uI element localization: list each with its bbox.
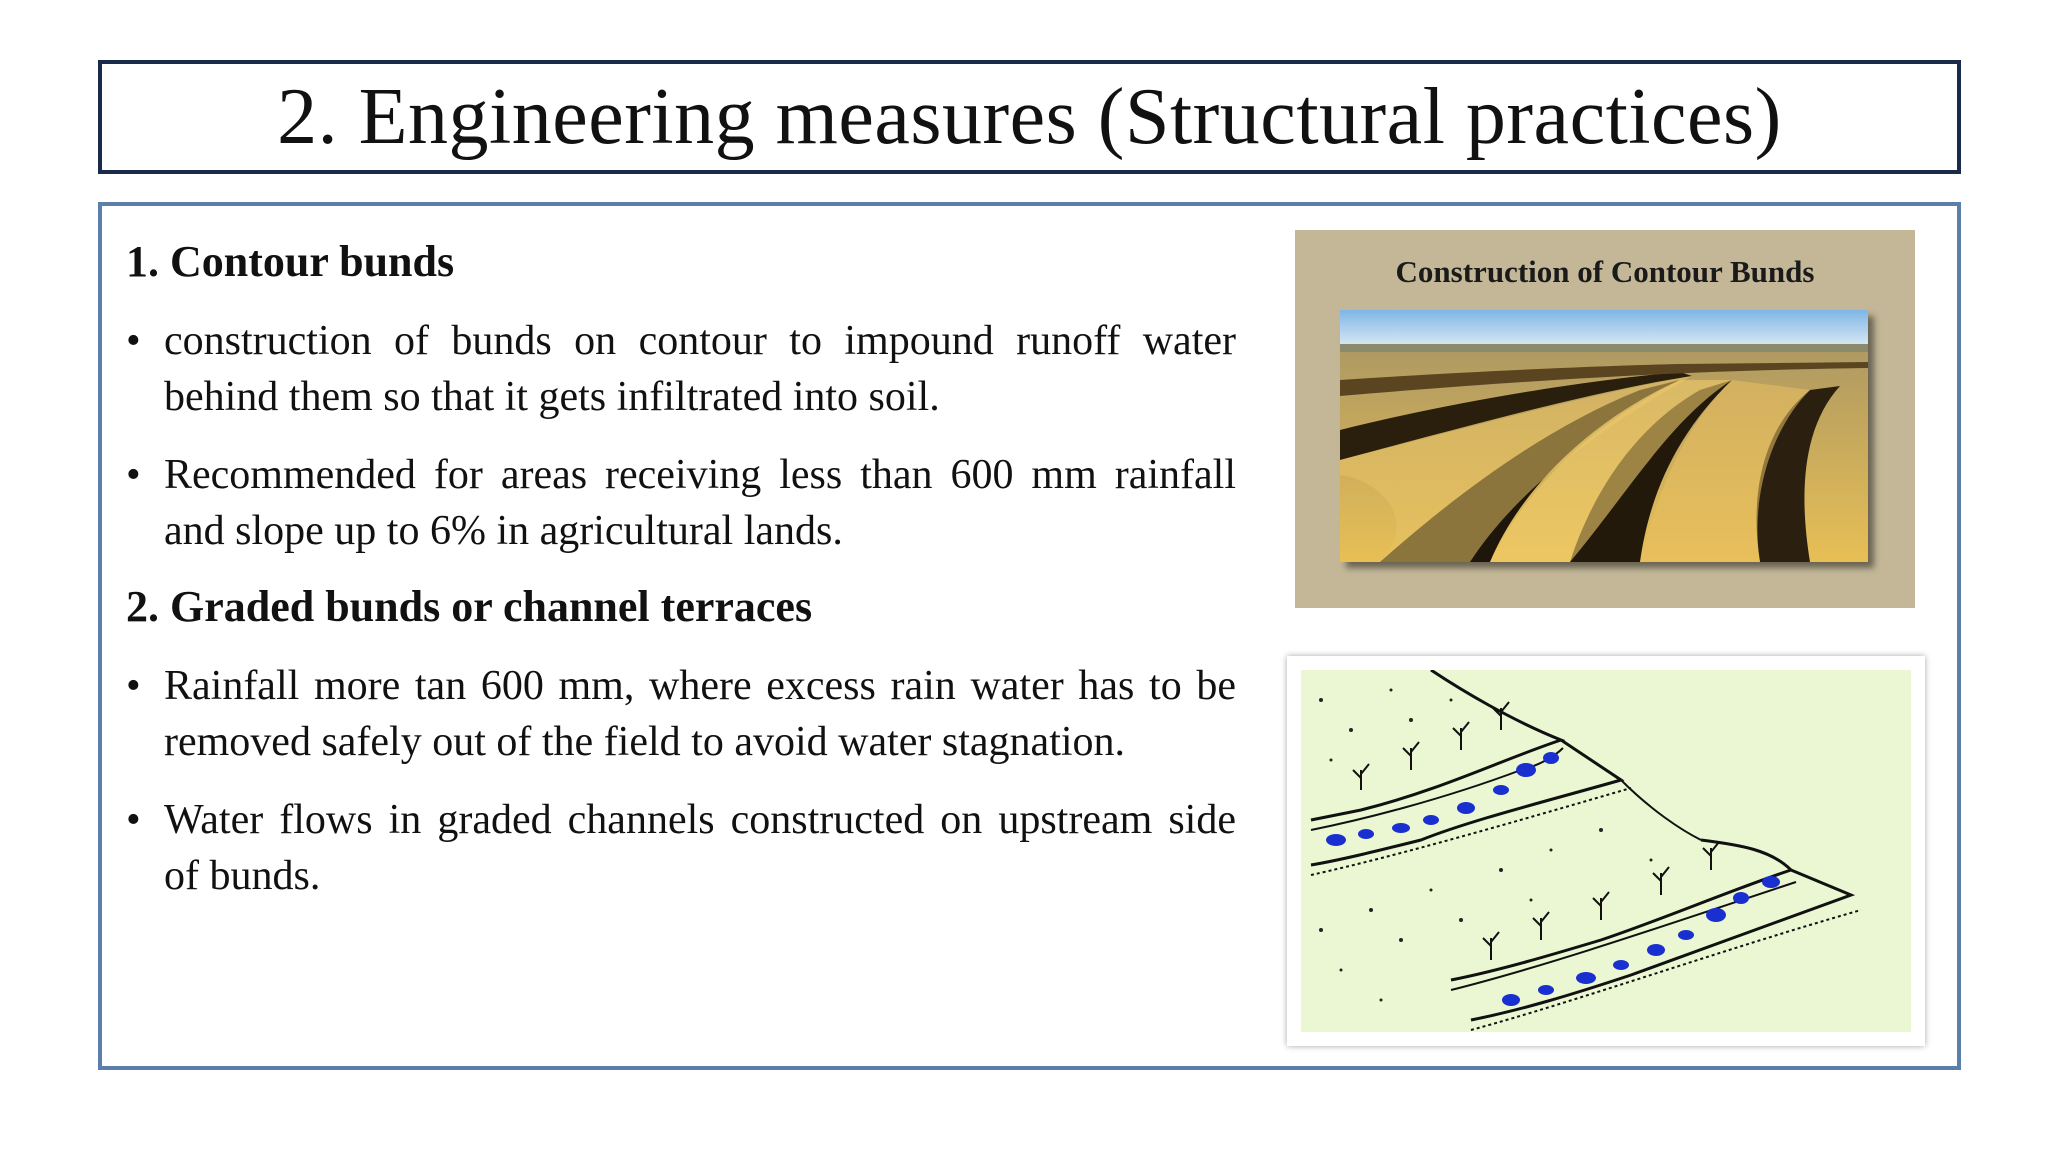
text-column <box>126 236 1236 926</box>
contour-bunds-photo-icon <box>1340 310 1868 562</box>
bullet-item <box>126 447 1236 559</box>
bullet-dot: • <box>126 797 141 843</box>
graded-bunds-figure <box>1287 656 1925 1046</box>
bullet-dot: • <box>126 663 141 709</box>
bullet-text: Recommended for areas receiving less than 600 mm rainfall and slope up to 6% in agricultural lands. <box>164 452 1236 554</box>
slide-title-box <box>98 60 1961 174</box>
graded-bunds-sketch-icon <box>1301 670 1911 1032</box>
slide-title: 2. Engineering measures (Structural practices) <box>277 72 1782 161</box>
content-box <box>98 202 1961 1070</box>
bullet-dot: • <box>126 452 141 498</box>
section-heading-contour-bunds: 1. Contour bunds <box>126 237 455 286</box>
bullet-text: Rainfall more tan 600 mm, where excess rain water has to be removed safely out of the field to avoid water stagnation. <box>164 663 1236 765</box>
bullet-text: construction of bunds on contour to impound runoff water behind them so that it gets infiltrated into soil. <box>164 318 1236 420</box>
section-heading-graded-bunds: 2. Graded bunds or channel terraces <box>126 582 813 631</box>
bullet-dot: • <box>126 318 141 364</box>
bullet-item <box>126 313 1236 425</box>
figure-caption: Construction of Contour Bunds <box>1395 254 1815 289</box>
bullet-item <box>126 658 1236 770</box>
bullet-text: Water flows in graded channels constructed on upstream side of bunds. <box>164 797 1236 899</box>
contour-bunds-figure <box>1295 230 1915 608</box>
bullet-item <box>126 792 1236 904</box>
